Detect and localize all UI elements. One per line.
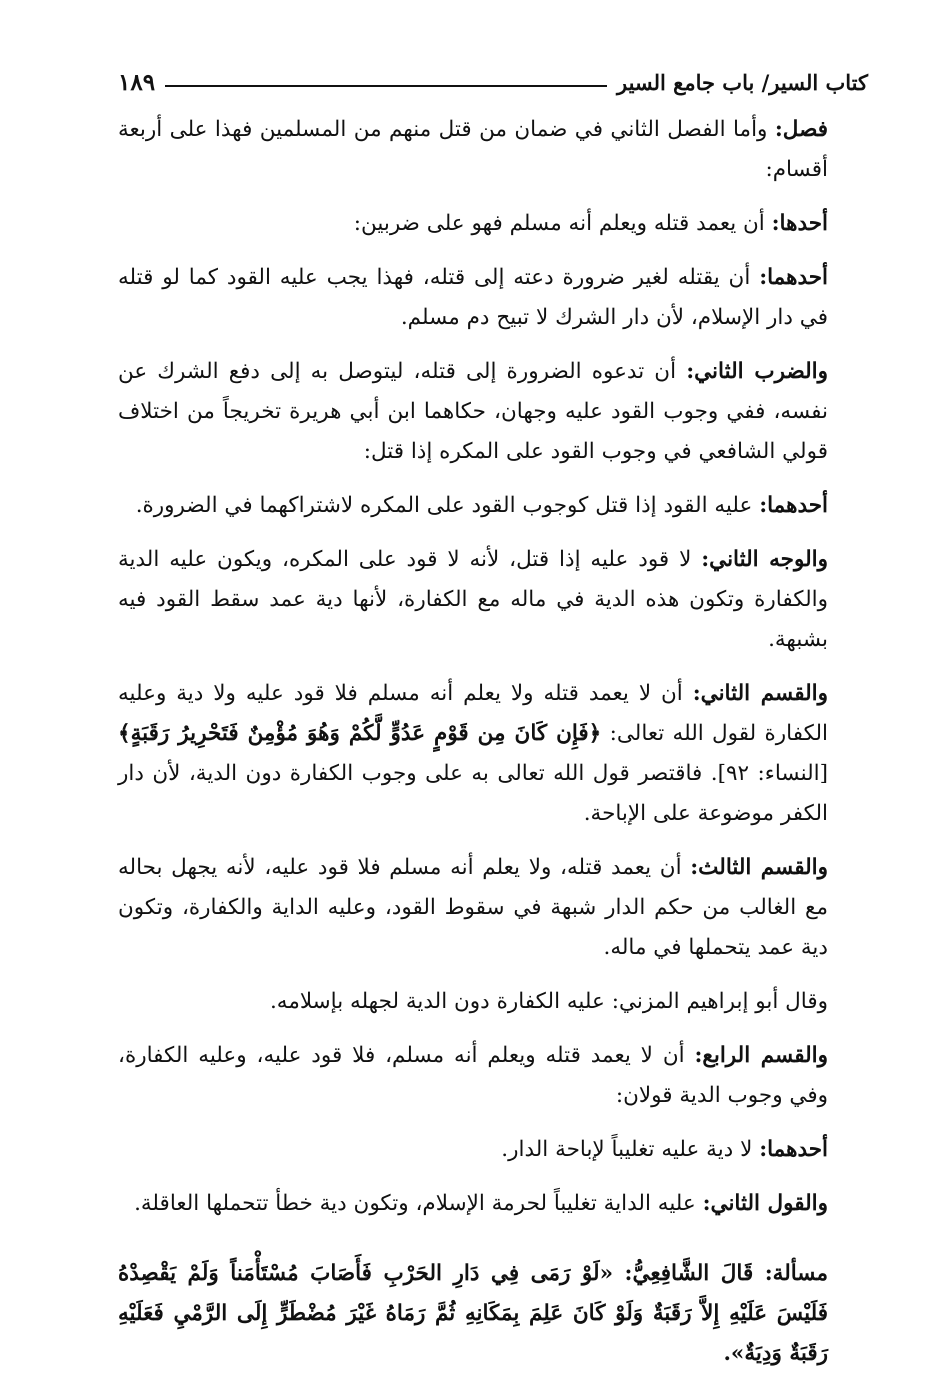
paragraph	[118, 540, 868, 660]
paragraph-text: أن لا يعمد قتله ويعلم أنه مسلم، فلا قود عليه، وعليه الكفارة، وفي وجوب الدية قولان:	[118, 1043, 828, 1108]
paragraph-lead: أحدها:	[771, 211, 828, 236]
paragraph-text: أن لا يعمد قتله ولا يعلم أنه مسلم فلا قود عليه ولا دية وعليه الكفارة لقول الله تعالى:	[118, 681, 828, 746]
paragraph-lead: والوجه الثاني:	[701, 547, 828, 572]
page	[118, 62, 868, 1388]
paragraph-text-continued: [النساء: ٩٢]. فاقتصر قول الله تعالى به على وجوب الكفارة دون الدية، لأن دار الكفر موضوعة على الإباحة.	[118, 761, 828, 826]
paragraph-lead: والقول الثاني:	[702, 1191, 828, 1216]
paragraph-text: أن يعمد قتله، ولا يعلم أنه مسلم فلا قود عليه، لأنه يجهل بحاله مع الغالب من حكم الدار شبهة في سقوط القود، وعليه الداية والكفارة، وتكون دية عمد يتحملها في ماله.	[118, 855, 828, 960]
paragraph-lead: أحدهما:	[759, 1137, 828, 1162]
running-header	[118, 62, 868, 102]
header-title: كتاب السير/ باب جامع السير	[616, 69, 868, 95]
masala-paragraph	[118, 1254, 868, 1374]
paragraph-lead: أحدهما:	[759, 265, 828, 290]
paragraph	[118, 204, 868, 244]
paragraph	[118, 1036, 868, 1116]
paragraph	[118, 848, 868, 968]
paragraph-lead: والقسم الثاني:	[692, 681, 828, 706]
paragraph-text: أن يعمد قتله ويعلم أنه مسلم فهو على ضربين:	[353, 211, 772, 236]
page-number: ١٨٩	[118, 68, 156, 96]
paragraph-lead: والضرب الثاني:	[686, 359, 829, 384]
paragraph	[118, 110, 868, 190]
paragraph-text: عليه القود إذا قتل كوجوب القود على المكره لاشتراكهما في الضرورة.	[135, 493, 760, 518]
paragraph-lead: فصل:	[774, 117, 828, 142]
paragraph-text: أن يقتله لغير ضرورة دعته إلى قتله، فهذا يجب عليه القود كما لو قتله في دار الإسلام، لأن دار الشرك لا تبيح دم مسلم.	[118, 265, 828, 330]
paragraph	[118, 352, 868, 472]
shafii-quote: «لَوْ رَمَى فِي دَارِ الحَرْبِ فَأَصَابَ مُسْتَأْمَناً وَلَمْ يَقْصِدْهُ فَلَيْسَ عَلَيْهِ إِلاَّ رَقَبَةٌ وَلَوْ كَانَ عَلِمَ بِمَكَانِهِ ثُمَّ رَمَاهُ غَيْرَ مُضْطَرٍّ إِلَى الرَّمْيِ فَعَلَيْهِ رَقَبَةٌ وَدِيَةٌ».	[118, 1261, 828, 1366]
paragraph-text: وأما الفصل الثاني في ضمان من قتل منهم من المسلمين فهذا على أربعة أقسام:	[118, 117, 828, 182]
paragraph	[118, 674, 868, 834]
quran-verse: ﴿فَإِن كَانَ مِن قَوْمٍ عَدُوٍّ لَّكُمْ وَهُوَ مُؤْمِنٌ فَتَحْرِيرُ رَقَبَةٍ﴾	[118, 721, 602, 746]
paragraph-text: لا قود عليه إذا قتل، لأنه لا قود على المكره، ويكون عليه الدية والكفارة وتكون هذه الدية في ماله مع الكفارة، لأنها دية عمد سقط القود فيه بشبهة.	[118, 547, 828, 652]
paragraph-lead: أحدهما:	[759, 493, 828, 518]
paragraph	[118, 1184, 868, 1224]
paragraph-text: لا دية عليه تغليباً لإباحة الدار.	[501, 1137, 760, 1162]
paragraph-lead: مسألة: قَالَ الشَّافِعِيُّ:	[624, 1261, 828, 1286]
paragraph	[118, 258, 868, 338]
paragraph-text: عليه الداية تغليباً لحرمة الإسلام، وتكون دية خطأ تتحملها العاقلة.	[134, 1191, 703, 1216]
paragraph-text: وقال أبو إبراهيم المزني: عليه الكفارة دون الدية لجهله بإسلامه.	[269, 989, 828, 1014]
paragraph-lead: والقسم الرابع:	[694, 1043, 828, 1068]
paragraph-text: أن تدعوه الضرورة إلى قتله، ليتوصل به إلى دفع الشرك عن نفسه، ففي وجوب القود عليه وجهان، حكاهما ابن أبي هريرة تخريجاً من اختلاف قولي الشافعي في وجوب القود على المكره إذا قتل:	[118, 359, 828, 464]
header-rule	[165, 85, 607, 87]
paragraph	[118, 486, 868, 526]
paragraph-lead: والقسم الثالث:	[690, 855, 828, 880]
paragraph	[118, 982, 868, 1022]
paragraph	[118, 1130, 868, 1170]
